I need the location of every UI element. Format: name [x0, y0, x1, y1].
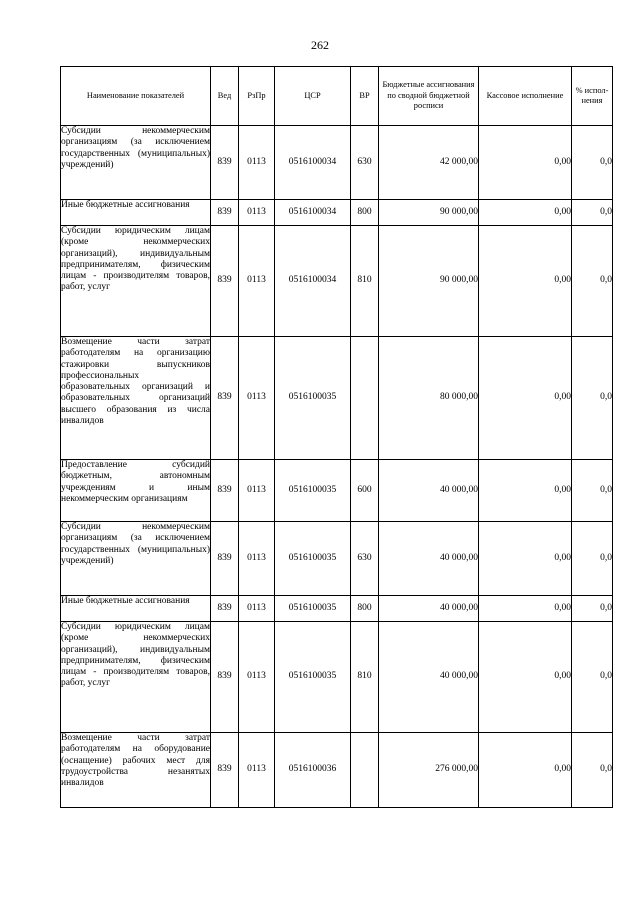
- row-assignments: 40 000,00: [379, 522, 479, 596]
- row-csr: 0516100035: [275, 460, 351, 522]
- row-ved: 839: [211, 522, 239, 596]
- row-name: Предоставление субсидий бюджетным, автономным учреждениям и иным некоммерческим организациям: [61, 460, 211, 522]
- row-name: Субсидии юридическим лицам (кроме некоммерческих организаций), индивидуальным предпринимателям, физическим лицам - производителям товаров, работ, услуг: [61, 622, 211, 733]
- row-rzpr: 0113: [239, 733, 275, 808]
- table-row: [61, 200, 613, 226]
- row-name: Субсидии юридическим лицам (кроме некоммерческих организаций), индивидуальным предпринимателям, физическим лицам - производителям товаров, работ, услуг: [61, 226, 211, 337]
- row-assignments: 90 000,00: [379, 226, 479, 337]
- header-ved: Вед: [211, 67, 239, 126]
- row-csr: 0516100035: [275, 337, 351, 460]
- row-assignments: 42 000,00: [379, 126, 479, 200]
- row-vr: 630: [351, 522, 379, 596]
- row-vr: 800: [351, 596, 379, 622]
- row-assignments: 80 000,00: [379, 337, 479, 460]
- row-rzpr: 0113: [239, 596, 275, 622]
- row-name: Возмещение части затрат работодателям на организацию стажировки выпускников профессиональных образовательных организаций и образовательных организаций высшего образования из числа инвалидов: [61, 337, 211, 460]
- row-percent: 0,0: [572, 337, 613, 460]
- row-percent: 0,0: [572, 733, 613, 808]
- row-name: Субсидии некоммерческим организациям (за исключением государственных (муниципальных) учреждений): [61, 126, 211, 200]
- header-assignments: Бюджетные ассигнования по сводной бюджетной росписи: [379, 67, 479, 126]
- row-cash: 0,00: [479, 126, 572, 200]
- header-percent: % испол-нения: [572, 67, 613, 126]
- row-rzpr: 0113: [239, 126, 275, 200]
- table-row: [61, 596, 613, 622]
- row-rzpr: 0113: [239, 200, 275, 226]
- row-rzpr: 0113: [239, 622, 275, 733]
- row-assignments: 90 000,00: [379, 200, 479, 226]
- row-csr: 0516100036: [275, 733, 351, 808]
- row-ved: 839: [211, 337, 239, 460]
- table-row: [61, 622, 613, 733]
- row-percent: 0,0: [572, 596, 613, 622]
- row-cash: 0,00: [479, 622, 572, 733]
- row-ved: 839: [211, 596, 239, 622]
- table-row: [61, 226, 613, 337]
- row-cash: 0,00: [479, 596, 572, 622]
- row-vr: 810: [351, 622, 379, 733]
- row-csr: 0516100035: [275, 522, 351, 596]
- row-csr: 0516100035: [275, 596, 351, 622]
- row-percent: 0,0: [572, 460, 613, 522]
- row-cash: 0,00: [479, 226, 572, 337]
- row-name: Возмещение части затрат работодателям на оборудование (оснащение) рабочих мест для трудоустройства незанятых инвалидов: [61, 733, 211, 808]
- row-ved: 839: [211, 200, 239, 226]
- row-csr: 0516100034: [275, 200, 351, 226]
- row-vr: [351, 337, 379, 460]
- header-vr: ВР: [351, 67, 379, 126]
- row-vr: [351, 733, 379, 808]
- table-row: [61, 460, 613, 522]
- row-rzpr: 0113: [239, 226, 275, 337]
- row-ved: 839: [211, 733, 239, 808]
- row-ved: 839: [211, 226, 239, 337]
- row-vr: 600: [351, 460, 379, 522]
- row-vr: 800: [351, 200, 379, 226]
- budget-table: [60, 66, 613, 808]
- table-row: [61, 522, 613, 596]
- row-ved: 839: [211, 622, 239, 733]
- row-percent: 0,0: [572, 126, 613, 200]
- row-csr: 0516100035: [275, 622, 351, 733]
- row-assignments: 40 000,00: [379, 622, 479, 733]
- header-cash: Кассовое исполнение: [479, 67, 572, 126]
- row-cash: 0,00: [479, 522, 572, 596]
- row-name: Иные бюджетные ассигнования: [61, 596, 211, 622]
- header-name: Наименование показателей: [61, 67, 211, 126]
- row-percent: 0,0: [572, 226, 613, 337]
- table-header-row: [61, 67, 613, 126]
- table-row: [61, 126, 613, 200]
- row-assignments: 276 000,00: [379, 733, 479, 808]
- row-csr: 0516100034: [275, 226, 351, 337]
- row-cash: 0,00: [479, 337, 572, 460]
- row-vr: 810: [351, 226, 379, 337]
- header-rzpr: РзПр: [239, 67, 275, 126]
- row-ved: 839: [211, 460, 239, 522]
- table-row: [61, 733, 613, 808]
- row-assignments: 40 000,00: [379, 460, 479, 522]
- table-row: [61, 337, 613, 460]
- row-cash: 0,00: [479, 460, 572, 522]
- row-percent: 0,0: [572, 622, 613, 733]
- row-cash: 0,00: [479, 733, 572, 808]
- row-rzpr: 0113: [239, 337, 275, 460]
- header-csr: ЦСР: [275, 67, 351, 126]
- row-percent: 0,0: [572, 200, 613, 226]
- row-ved: 839: [211, 126, 239, 200]
- row-name: Иные бюджетные ассигнования: [61, 200, 211, 226]
- row-cash: 0,00: [479, 200, 572, 226]
- page-number: 262: [311, 38, 329, 52]
- row-rzpr: 0113: [239, 460, 275, 522]
- row-assignments: 40 000,00: [379, 596, 479, 622]
- row-name: Субсидии некоммерческим организациям (за исключением государственных (муниципальных) учреждений): [61, 522, 211, 596]
- row-rzpr: 0113: [239, 522, 275, 596]
- row-csr: 0516100034: [275, 126, 351, 200]
- row-percent: 0,0: [572, 522, 613, 596]
- row-vr: 630: [351, 126, 379, 200]
